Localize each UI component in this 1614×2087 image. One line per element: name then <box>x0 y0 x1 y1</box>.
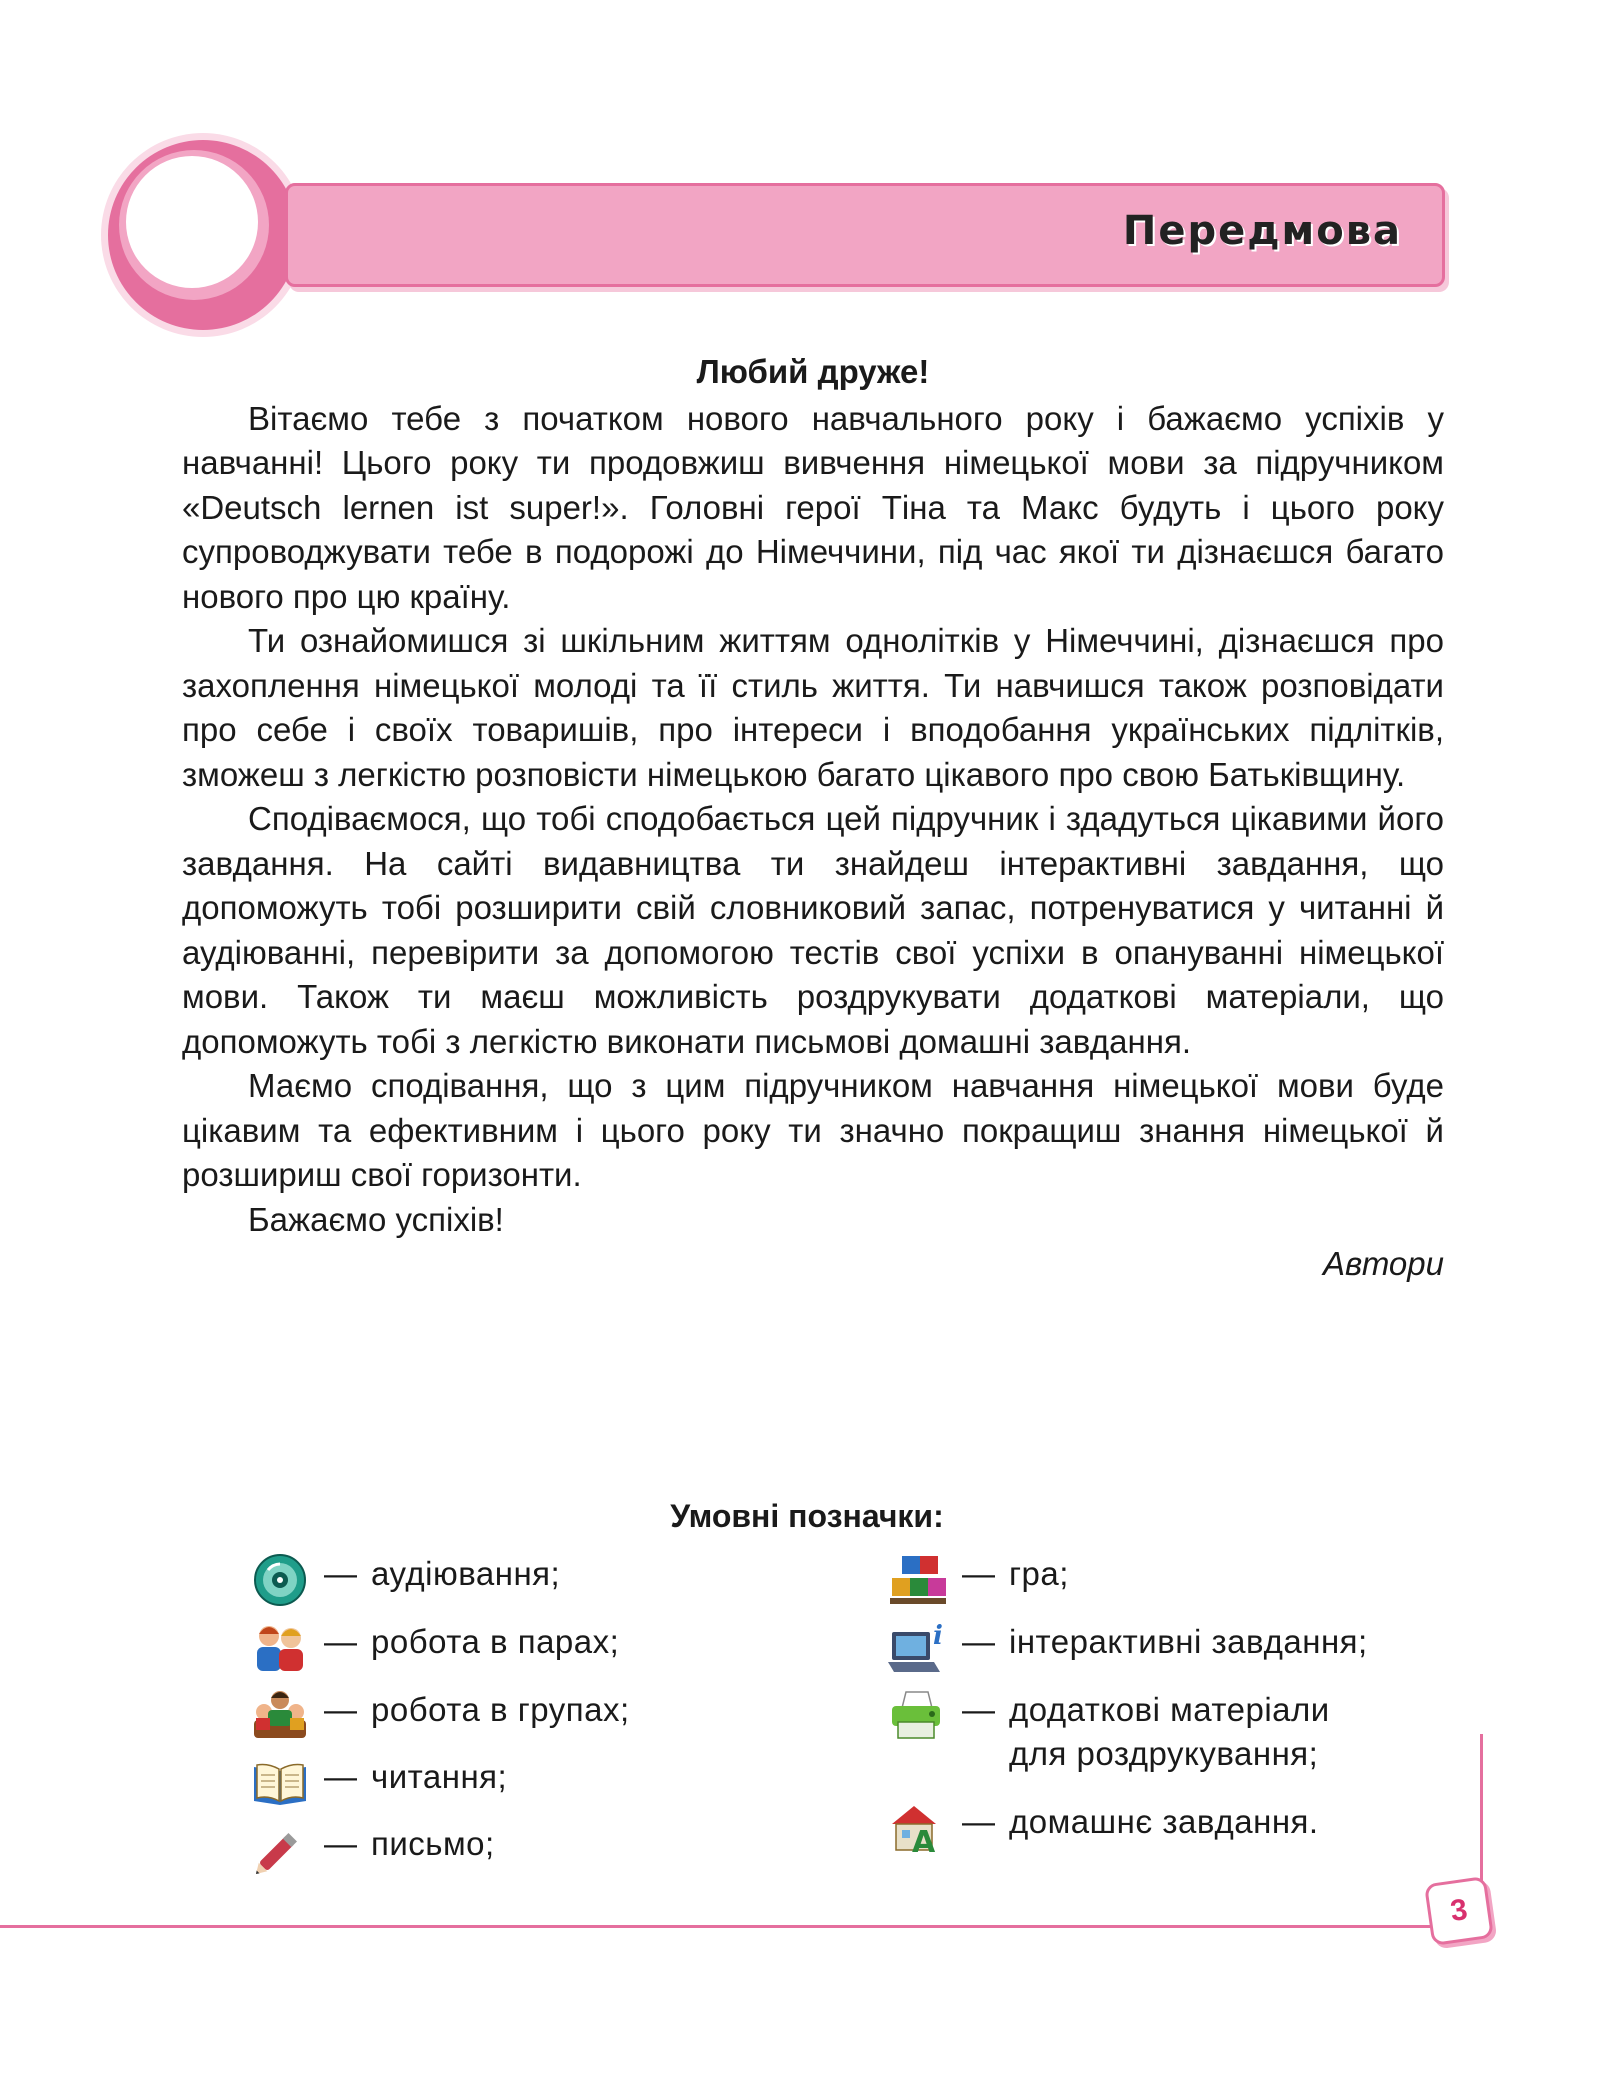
legend-label: інтерактивні завдання; <box>1009 1623 1368 1660</box>
legend-label-group <box>1009 1688 1330 1776</box>
side-divider <box>1480 1734 1483 1894</box>
authors-signature: Автори <box>1322 1245 1444 1282</box>
legend-label: додаткові матеріали <box>1009 1691 1330 1728</box>
legend-label: письмо; <box>371 1825 495 1862</box>
svg-text:A: A <box>912 1825 936 1856</box>
legend-label: робота в парах; <box>371 1623 620 1660</box>
legend-dash: — <box>324 1758 357 1795</box>
legend-dash: — <box>324 1691 357 1728</box>
page-number-text: 3 <box>1448 1893 1470 1929</box>
legend-label: аудіювання; <box>371 1555 561 1592</box>
paragraph: Ти ознайомишся зі шкільним життям однолітків у Німеччині, дізнаєшся про захоплення німецької молоді та її стиль життя. Ти навчишся також розповідати про себе і своїх товаришів, про інтереси і вподобання українських підлітків, зможеш з легкістю розповісти німецькою багато цікавого про свою Батьківщину. <box>182 622 1444 793</box>
greeting: Любий друже! <box>696 353 930 390</box>
svg-text:i: i <box>933 1621 943 1651</box>
printer-icon <box>888 1688 948 1744</box>
laptop-info-icon <box>888 1620 948 1676</box>
legend-item-printables <box>888 1688 1330 1776</box>
legend-label: читання; <box>371 1758 508 1795</box>
legend-item-reading <box>250 1755 507 1811</box>
legend-item-writing <box>250 1822 495 1878</box>
legend-item-group-work <box>250 1688 630 1744</box>
legend-dash: — <box>324 1623 357 1660</box>
preface-text <box>182 350 1444 1287</box>
legend-item-game <box>888 1552 1069 1608</box>
group-work-icon <box>250 1688 310 1744</box>
legend-item-interactive <box>888 1620 1368 1676</box>
legend-label: робота в групах; <box>371 1691 630 1728</box>
legend-label: домашнє завдання. <box>1009 1803 1319 1840</box>
legend-item-homework <box>888 1800 1319 1856</box>
legend-item-pair-work <box>250 1620 619 1676</box>
legend-label-line2: для роздрукування; <box>1009 1735 1319 1772</box>
pen-icon <box>250 1822 310 1878</box>
legend-item-listening <box>250 1552 560 1608</box>
pair-work-icon <box>250 1620 310 1676</box>
paragraph: Сподіваємося, що тобі сподобається цей підручник і здадуться цікавими його завдання. На сайті видавництва ти знайдеш інтерактивні завдання, що допоможуть тобі розширити свій словниковий запас, потренуватися у читанні й аудіюванні, перевірити за допомогою тестів свої успіхи в опануванні німецької мови. Також ти маєш можливість роздрукувати додаткові матеріали, що допоможуть тобі з легкістю виконати письмові домашні завдання. <box>182 800 1444 1060</box>
home-icon <box>888 1800 948 1856</box>
legend-dash: — <box>962 1803 995 1840</box>
legend-dash: — <box>324 1555 357 1592</box>
book-icon <box>250 1755 310 1811</box>
legend-label: гра; <box>1009 1555 1069 1592</box>
paragraph: Вітаємо тебе з початком нового навчального року і бажаємо успіхів у навчанні! Цього року ти продовжиш вивчення німецької мови за підручником «Deutsch lernen ist super!». Головні герої Тіна та Макс будуть і цього року супроводжувати тебе в подорожі до Німеччини, під час якої ти дізнаєшся багато нового про цю країну. <box>182 399 1444 615</box>
legend-dash: — <box>962 1555 995 1592</box>
header-banner <box>285 183 1445 287</box>
game-blocks-icon <box>888 1552 948 1608</box>
page-title: Передмова <box>1122 208 1402 254</box>
sign-off: Бажаємо успіхів! <box>248 1200 504 1238</box>
header-circle-center <box>126 156 258 288</box>
legend-dash: — <box>324 1825 357 1862</box>
legend-title: Умовні позначки: <box>670 1498 944 1534</box>
cd-icon <box>250 1552 310 1608</box>
footer-divider <box>0 1925 1430 1928</box>
page-number <box>1424 1876 1494 1946</box>
paragraph: Маємо сподівання, що з цим підручником навчання німецької мови буде цікавим та ефективним і цього року ти значно покращиш знання німецької й розшириш свої горизонти. <box>182 1067 1444 1193</box>
legend-dash: — <box>962 1691 995 1728</box>
legend-dash: — <box>962 1623 995 1660</box>
